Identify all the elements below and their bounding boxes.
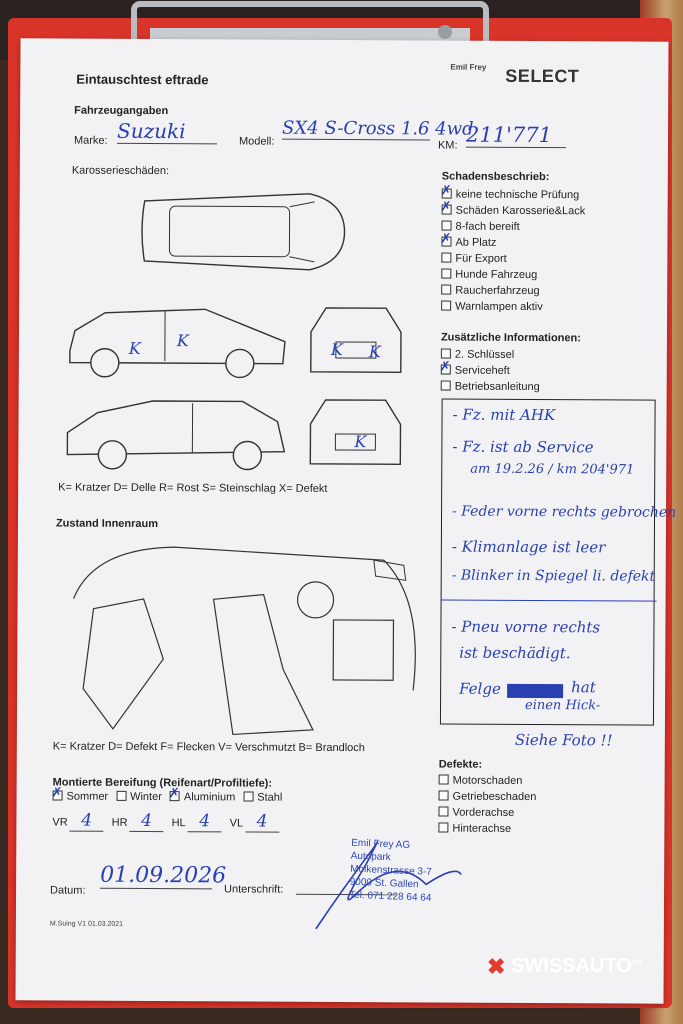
info-option-label: Serviceheft — [454, 364, 510, 377]
tire-type-option — [170, 791, 235, 803]
damage-description-list — [441, 187, 585, 316]
damage-option-label: Ab Platz — [455, 236, 497, 249]
checkbox[interactable] — [439, 775, 449, 785]
km-label: KM: — [437, 139, 458, 152]
watermark-brand: SWISSAUTO — [511, 955, 632, 977]
damage-option — [441, 283, 585, 300]
checkbox[interactable] — [441, 253, 451, 263]
damage-option — [442, 187, 586, 204]
date-label: Datum: — [50, 884, 86, 897]
tire-type-option — [243, 791, 282, 803]
stamp-line: Autopark — [350, 850, 391, 864]
note-line: - Klimanlage ist leer — [451, 537, 606, 557]
brand-small: Emil Frey — [450, 62, 487, 72]
tire-type-label: Sommer — [66, 790, 109, 803]
damage-description-title: Schadensbeschrieb: — [441, 170, 550, 184]
checkbox[interactable] — [441, 237, 451, 247]
checkbox[interactable] — [441, 301, 451, 311]
tire-type-label: Aluminium — [183, 791, 236, 804]
checkbox[interactable] — [441, 381, 451, 391]
defect-option-label: Motorschaden — [452, 774, 523, 787]
damage-option — [442, 203, 586, 220]
tire-type-label: Stahl — [257, 791, 283, 804]
info-option — [441, 379, 540, 396]
brand-logo: SELECT — [505, 65, 580, 87]
checkbox[interactable] — [438, 807, 448, 817]
watermark-logo — [487, 954, 642, 980]
tire-position-label: VL — [229, 817, 244, 830]
make-label: Marke: — [73, 134, 108, 147]
checkbox[interactable] — [116, 791, 126, 801]
checkbox[interactable] — [441, 285, 451, 295]
interior-diagram — [53, 538, 424, 740]
note-line: Felge — [459, 679, 501, 698]
defect-option-label: Getriebeschaden — [452, 790, 537, 804]
damage-mark: K — [368, 342, 381, 362]
checkbox[interactable] — [243, 791, 253, 801]
checkbox[interactable] — [53, 790, 63, 800]
body-damage-title: Karosserieschäden: — [71, 164, 170, 178]
tires-title: Montierte Bereifung (Reifenart/Profiltiefe): — [52, 776, 273, 790]
defect-option-label: Vorderachse — [452, 806, 515, 819]
stamp-line: 9000 St. Gallen — [349, 876, 419, 891]
interior-legend: K= Kratzer D= Defekt F= Flecken V= Verschmutzt B= Brandloch — [52, 740, 365, 755]
stamp-line: Emil Frey AG — [351, 837, 411, 851]
tire-position-label: HL — [171, 817, 186, 830]
damage-option — [442, 219, 586, 236]
note-divider — [442, 600, 657, 602]
damage-option-label: Warnlampen aktiv — [455, 300, 543, 314]
damage-option-label: Schäden Karosserie&Lack — [455, 204, 586, 218]
notes-box — [440, 399, 677, 726]
damage-mark: K — [330, 339, 343, 360]
note-line: einen Hick- — [524, 697, 601, 714]
checkbox[interactable] — [442, 189, 452, 199]
tire-depth-value: 4 — [245, 811, 279, 832]
inspection-form — [15, 38, 677, 1003]
note-line: ist beschädigt. — [459, 643, 571, 663]
tire-type-list — [53, 790, 291, 803]
checkbox[interactable] — [439, 791, 449, 801]
note-line: - Blinker in Spiegel li. defekt — [451, 567, 656, 585]
damage-option — [441, 251, 585, 268]
defect-option — [439, 789, 537, 806]
note-line: am 19.2.26 / km 204'971 — [470, 461, 635, 478]
km-value: 211'771 — [466, 123, 566, 149]
checkbox[interactable] — [441, 269, 451, 279]
damage-option-label: Raucherfahrzeug — [455, 284, 540, 298]
defects-title: Defekte: — [438, 758, 483, 771]
damage-mark: K — [354, 432, 367, 452]
signature-label: Unterschrift: — [224, 883, 284, 896]
damage-option — [441, 267, 585, 284]
note-line: - Pneu vorne rechts — [451, 617, 601, 637]
damage-option — [441, 299, 585, 316]
additional-info-list — [441, 347, 540, 396]
form-version: M.Suing V1 01.03.2021 — [49, 920, 124, 928]
defect-option-label: Hinterachse — [452, 822, 512, 835]
damage-option-label: keine technische Prüfung — [455, 188, 580, 202]
vehicle-section-title: Fahrzeugangaben — [74, 104, 169, 118]
tire-position-label: VR — [52, 816, 68, 829]
defect-option — [439, 773, 537, 790]
additional-info-title: Zusätzliche Informationen: — [440, 331, 581, 345]
date-value: 01.09.2026 — [100, 862, 227, 889]
note-line: hat — [571, 678, 596, 697]
note-line: Siehe Foto !! — [514, 730, 613, 750]
note-line: - Fz. mit AHK — [452, 405, 556, 425]
checkbox[interactable] — [170, 791, 180, 801]
tire-type-option — [53, 790, 109, 802]
body-damage-legend: K= Kratzer D= Delle R= Rost S= Steinschlag X= Defekt — [58, 481, 328, 495]
watermark-tm: TM — [631, 959, 642, 967]
checkbox[interactable] — [442, 221, 452, 231]
stamp-line: Molkenstrasse 3-7 — [349, 863, 433, 878]
checkbox[interactable] — [441, 349, 451, 359]
tire-type-option — [116, 791, 162, 803]
damage-option-label: Für Export — [455, 252, 507, 265]
make-value: Suzuki — [117, 119, 217, 145]
damage-option — [441, 235, 585, 252]
tire-depth-value: 4 — [130, 811, 164, 832]
tire-depth-value: 4 — [188, 811, 222, 832]
swiss-cross-icon: ✖ — [487, 954, 506, 979]
damage-mark: K — [128, 338, 141, 358]
tire-depth-value: 4 — [70, 811, 104, 832]
damage-option-label: Hunde Fahrzeug — [455, 268, 538, 282]
car-side-view-right — [62, 393, 292, 474]
car-front-view — [301, 302, 411, 381]
interior-title: Zustand Innenraum — [55, 517, 159, 531]
tire-type-label: Winter — [130, 790, 162, 804]
damage-option-label: 8-fach bereift — [455, 220, 520, 233]
note-line: - Fz. ist ab Service — [452, 437, 594, 457]
info-option-label: 2. Schlüssel — [454, 348, 515, 361]
defect-option — [438, 805, 536, 822]
checkbox[interactable] — [441, 365, 451, 375]
note-line: - Feder vorne rechts gebrochen — [452, 503, 677, 521]
scribble-redaction — [507, 684, 563, 698]
damage-mark: K — [176, 331, 189, 351]
info-option — [441, 363, 540, 380]
tire-position-label: HR — [111, 816, 128, 829]
info-option — [441, 347, 540, 364]
model-label: Modell: — [238, 135, 275, 148]
car-top-view — [129, 181, 350, 282]
model-value: SX4 S-Cross 1.6 4wd — [282, 117, 474, 140]
company-stamp — [349, 837, 434, 905]
checkbox[interactable] — [442, 205, 452, 215]
info-option-label: Betriebsanleitung — [454, 380, 540, 394]
form-title: Eintauschtest eftrade — [76, 71, 209, 88]
stamp-line: Tel. 071 228 64 64 — [348, 889, 432, 904]
tire-depth-row — [52, 810, 287, 832]
